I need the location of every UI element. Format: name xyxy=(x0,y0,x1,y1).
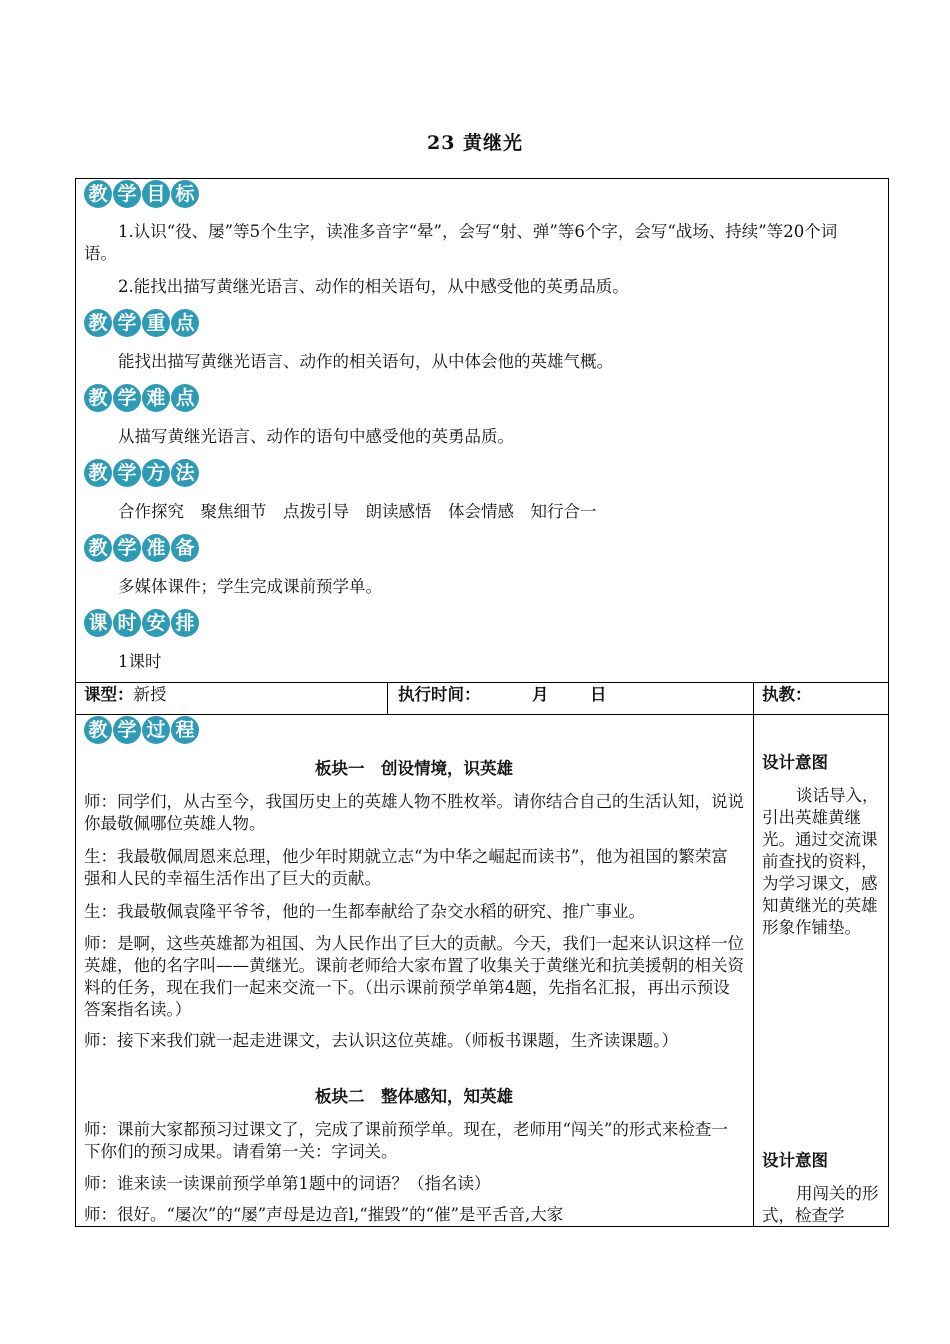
design-intent-title: 设计意图 xyxy=(762,1151,828,1170)
dialogue-line: 生：我最敬佩袁隆平爷爷，他的一生都奉献给了杂交水稻的研究、推广事业。 xyxy=(84,902,645,921)
section-badge-process: 教 学 过 程 xyxy=(84,716,199,744)
goal-item: 2.能找出描写黄继光语言、动作的相关语句，从中感受他的英勇品质。 xyxy=(118,277,629,296)
col-divider xyxy=(753,682,754,1226)
dialogue-line: 师：是啊，这些英雄都为祖国、为人民作出了巨大的贡献。今天，我们一起来认识这样一位英雄，他的名字叫——黄继光。课前老师给大家布置了收集关于黄继光和抗美援朝的相关资料的任务，现在我们一起来交流一下。（出示课前预学单第4题，先指名汇报，再出示预设答案指名读。） xyxy=(84,934,744,1019)
teacher-label: 执教： xyxy=(762,685,812,704)
row-divider xyxy=(76,714,888,715)
exec-day: 日 xyxy=(590,685,607,704)
page-title: 23 黄继光 xyxy=(426,132,524,154)
section-badge-key: 教 学 重 点 xyxy=(84,309,199,337)
block1-title: 板块一 创设情境，识英雄 xyxy=(315,759,513,778)
block2-title: 板块二 整体感知，知英雄 xyxy=(315,1087,513,1106)
goal-item: 1.认识“役、屡”等5个生字，读准多音字“晕”，会写“射、弹”等6个字，会写“战场、持续”等20个词语。 xyxy=(84,222,838,263)
key-point-text: 能找出描写黄继光语言、动作的相关语句，从中体会他的英雄气概。 xyxy=(118,352,613,371)
schedule-text: 1课时 xyxy=(118,652,162,671)
dialogue-line: 师：课前大家都预习过课文了，完成了课前预学单。现在，老师用“闯关”的形式来检查一下你们的预习成果。请看第一关：字词关。 xyxy=(84,1120,728,1161)
dialogue-line: 师：很好。“屡次”的“屡”声母是边音l,“摧毁”的“催”是平舌音,大家 xyxy=(84,1205,564,1224)
dialogue-line: 生：我最敬佩周恩来总理，他少年时期就立志“为中华之崛起而读书”，他为祖国的繁荣富强和人民的幸福生活作出了巨大的贡献。 xyxy=(84,847,728,888)
col-divider xyxy=(387,682,388,714)
dialogue-line: 师：谁来读一读课前预学单第1题中的词语？（指名读） xyxy=(84,1174,491,1193)
exec-month: 月 xyxy=(532,685,549,704)
dialogue-line: 师：同学们，从古至今，我国历史上的英雄人物不胜枚举。请你结合自己的生活认知，说说你最敬佩哪位英雄人物。 xyxy=(84,792,744,833)
section-badge-method: 教 学 方 法 xyxy=(84,459,199,487)
design-intent-title: 设计意图 xyxy=(762,753,828,772)
method-text: 合作探究 聚焦细节 点拨引导 朗读感悟 体会情感 知行合一 xyxy=(118,502,597,521)
section-badge-goals: 教 学 目 标 xyxy=(84,180,199,208)
design-intent-text: 谈话导入，引出英雄黄继光。通过交流课前查找的资料，为学习课文，感知黄继光的英雄形象作铺垫。 xyxy=(762,786,879,937)
section-badge-schedule: 课 时 安 排 xyxy=(84,609,199,637)
course-type: 课型：新授 xyxy=(84,685,167,704)
row-divider xyxy=(76,682,888,683)
exec-time-label: 执行时间： xyxy=(398,685,481,704)
difficulty-text: 从描写黄继光语言、动作的语句中感受他的英勇品质。 xyxy=(118,427,514,446)
design-intent-text: 用闯关的形式，检查学 xyxy=(762,1184,879,1225)
section-badge-prep: 教 学 准 备 xyxy=(84,534,199,562)
dialogue-line: 师：接下来我们就一起走进课文，去认识这位英雄。（师板书课题，生齐读课题。） xyxy=(84,1031,678,1050)
section-badge-difficulty: 教 学 难 点 xyxy=(84,384,199,412)
prep-text: 多媒体课件；学生完成课前预学单。 xyxy=(118,577,382,596)
